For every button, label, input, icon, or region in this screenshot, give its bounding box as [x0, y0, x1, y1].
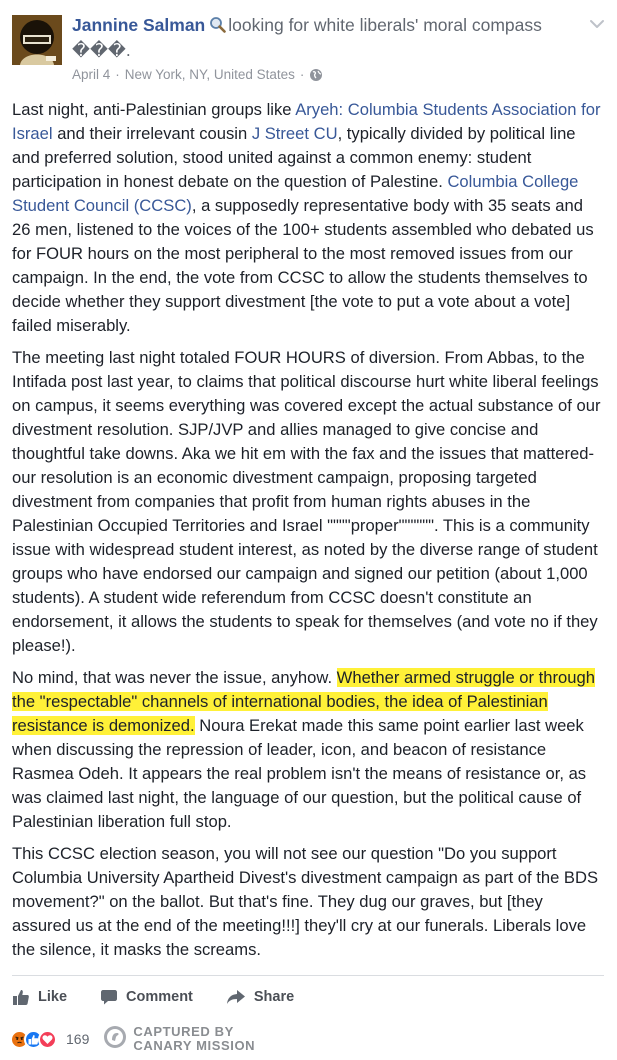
actions-divider — [12, 975, 604, 976]
action-bar — [12, 984, 604, 1010]
post-location[interactable]: New York, NY, United States — [124, 67, 295, 82]
magnifying-glass-icon — [209, 16, 226, 39]
watermark-line-1: CAPTURED BY — [133, 1024, 234, 1039]
canary-mission-watermark — [103, 1025, 255, 1054]
love-reaction-icon — [38, 1030, 57, 1049]
reaction-count[interactable]: 169 — [66, 1031, 90, 1047]
share-arrow-icon — [226, 988, 246, 1006]
watermark-line-2: CANARY MISSION — [133, 1038, 256, 1053]
avatar[interactable] — [12, 15, 62, 65]
share-button[interactable]: Share — [226, 988, 294, 1006]
comment-bubble-icon — [100, 988, 118, 1006]
comment-button[interactable]: Comment — [100, 988, 193, 1006]
paragraph-1: Last night, anti-Palestinian groups like Aryeh: Columbia Students Association for Israel and their irrelevant cousin J Street CU, typically divided by political line and preferred solution, stood united against a common enemy: student participation in honest debate on the question of Palestine. Columbia College Student Council (CCSC), a supposedly representative body with 35 seats and 26 men, listened to the voices of the 100+ students assembled who debated us for FOUR hours on the most peripheral to the most removed issues from our campaign. In the end, the vote from CCSC to allow the students themselves to decide whether they support divestment [the vote to put a vote about a vote] failed miserably. — [12, 100, 601, 335]
globe-icon[interactable] — [309, 68, 323, 82]
post-title-line — [72, 14, 592, 62]
post-header — [12, 12, 607, 82]
paragraph-2: The meeting last night totaled FOUR HOURS of diversion. From Abbas, to the Intifada post last year, to claims that political discourse hurt white liberal feelings on campus, it seems everything was covered except the actual substance of our divestment resolution. SJP/JVP and allies managed to give concise and thoughtful take downs. Aka we hit em with the fax and the issues that mattered- our resolution is an economic divestment campaign, proposing targeted divestment from companies that profit from human rights abuses in the Palestinian Occupied Territories and Israel """"proper"""""". This is a community issue with widespread student interest, as noted by the diverse range of student groups who have endorsed our campaign and signed our petition (about 1,000 students). A student wide referendum from CCSC doesn't constitute an endorsement, it allows the students to speak for themselves (and vote no if they please!). — [12, 348, 601, 655]
paragraph-4: This CCSC election season, you will not see our question "Do you support Columbia University Apartheid Divest's divestment campaign as part of the BDS movement?" on the ballot. But that's fine. They dug our graves, but [they assured us at the end of the meeting!!!] they'll cry at our funerals. Liberals love the silence, it masks the screams. — [12, 844, 599, 959]
post-options-chevron-icon[interactable] — [587, 14, 607, 34]
link-ccsc[interactable]: Columbia College Student Council (CCSC) — [12, 172, 579, 215]
status-activity: looking for white liberals' moral compass ���. — [72, 15, 542, 60]
meta-separator: · — [115, 67, 120, 82]
thumbs-up-icon — [12, 988, 30, 1006]
avatar-image — [12, 15, 62, 65]
meta-separator: · — [299, 67, 305, 82]
highlighted-text: Whether armed struggle or through the "respectable" channels of international bodies, the idea of Palestinian resistance is demonized. — [12, 668, 595, 735]
canary-logo-icon — [103, 1025, 127, 1054]
post-date[interactable]: April 4 — [72, 67, 111, 82]
link-jstreet[interactable]: J Street CU — [251, 124, 338, 143]
paragraph-3: No mind, that was never the issue, anyhow. Whether armed struggle or through the "respectable" channels of international bodies, the idea of Palestinian resistance is demonized. Noura Erekat made this same point earlier last week when discussing the repression of leader, icon, and beacon of resistance Rasmea Odeh. It appears the real problem isn't the means of resistance or, as was claimed last night, the language of our question, but the political cause of Palestinian liberation full stop. — [12, 668, 595, 831]
link-aryeh[interactable]: Aryeh: Columbia Students Association for Israel — [12, 100, 601, 143]
post-meta — [72, 67, 323, 82]
author-name[interactable]: Jannine Salman — [72, 15, 206, 35]
post-body — [12, 98, 606, 970]
reaction-icons[interactable] — [10, 1030, 52, 1049]
like-button[interactable]: Like — [12, 988, 67, 1006]
post-footer — [10, 1024, 607, 1054]
